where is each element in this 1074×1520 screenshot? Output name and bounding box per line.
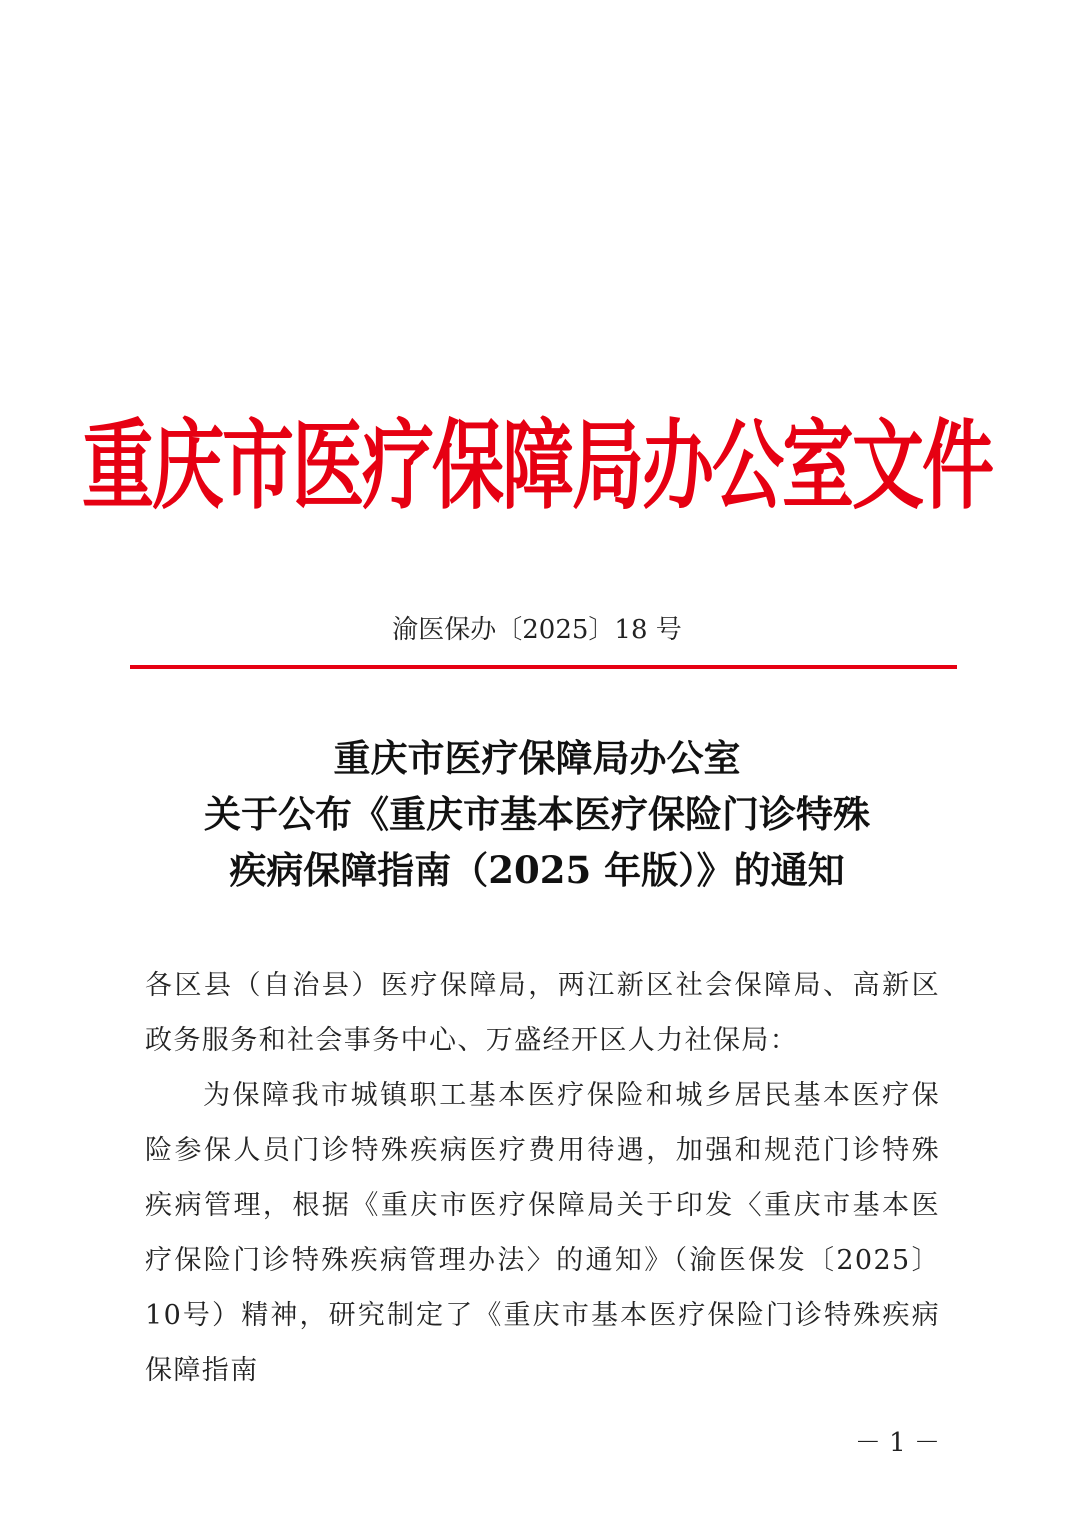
page-number: － 1 － xyxy=(854,1428,940,1458)
document-title xyxy=(0,730,1074,898)
document-body xyxy=(145,958,940,1398)
title-line-2: 关于公布《重庆市基本医疗保险门诊特殊 xyxy=(204,792,870,836)
salutation: 各区县（自治县）医疗保障局，两江新区社会保障局、高新区政务服务和社会事务中心、万盛经开区人力社保局： xyxy=(145,970,940,1056)
body-paragraph: 为保障我市城镇职工基本医疗保险和城乡居民基本医疗保险参保人员门诊特殊疾病医疗费用待遇，加强和规范门诊特殊疾病管理，根据《重庆市医疗保障局关于印发〈重庆市基本医疗保险门诊特殊疾病管理办法〉的通知》（渝医保发〔2025〕10号）精神，研究制定了《重庆市基本医疗保险门诊特殊疾病保障指南 xyxy=(145,1080,940,1386)
title-line-1: 重庆市医疗保障局办公室 xyxy=(333,736,741,780)
document-number: 渝医保办〔2025〕18 号 xyxy=(392,615,682,645)
red-divider-line xyxy=(130,665,957,669)
title-line-3: 疾病保障指南（2025 年版）》的通知 xyxy=(229,848,845,892)
masthead-title: 重庆市医疗保障局办公室文件 xyxy=(81,408,992,523)
